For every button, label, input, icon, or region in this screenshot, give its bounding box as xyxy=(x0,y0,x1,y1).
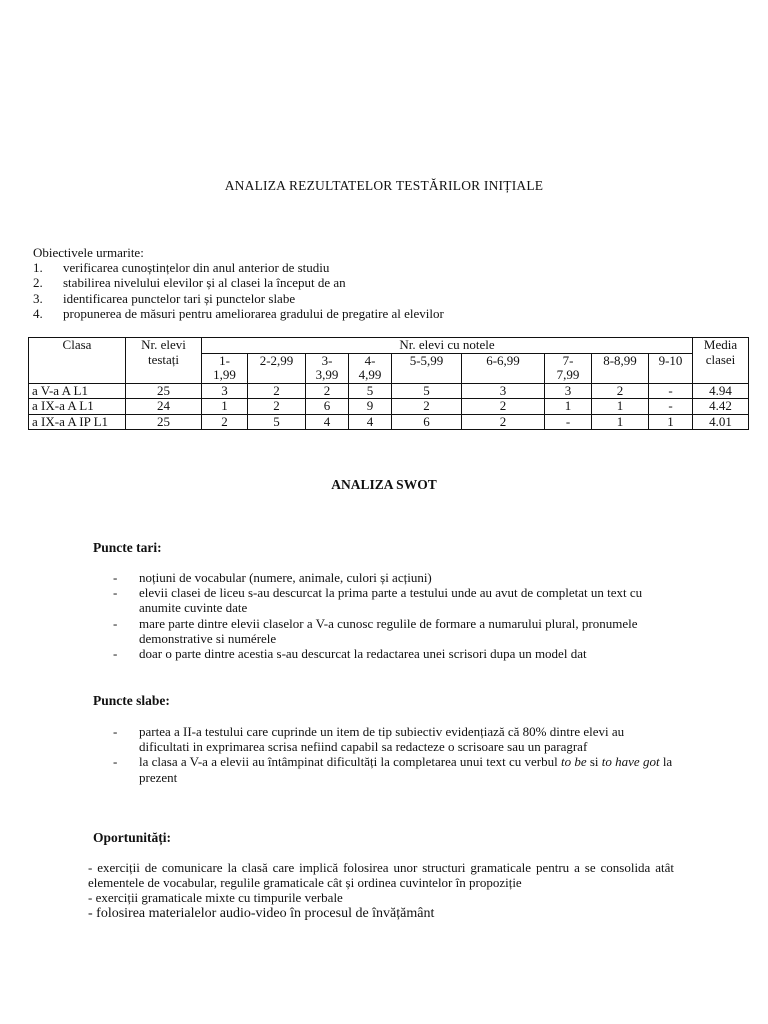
cell-grade-count: 2 xyxy=(248,399,306,415)
cell-grade-count: 3 xyxy=(462,383,545,399)
header-media: Media clasei xyxy=(693,338,749,384)
list-item: - elevii clasei de liceu s-au descurcat la prima parte a testului unde au avut de completat un text cu anumite cuvinte date xyxy=(113,585,673,615)
cell-grade-count: 2 xyxy=(306,383,349,399)
results-body xyxy=(29,383,749,430)
cell-testati: 24 xyxy=(126,399,202,415)
header-grade-range: 6-6,99 xyxy=(462,353,545,383)
cell-grade-count: 1 xyxy=(592,399,649,415)
header-grade-range: 1- 1,99 xyxy=(202,353,248,383)
cell-grade-count: 9 xyxy=(349,399,392,415)
results-table xyxy=(28,337,749,430)
header-grade-range: 9-10 xyxy=(649,353,693,383)
table-row xyxy=(29,399,749,415)
paragraph: - folosirea materialelor audio-video în procesul de învățământ xyxy=(88,905,435,921)
objective-item: 2. stabilirea nivelului elevilor și al clasei la început de an xyxy=(33,275,346,291)
header-grade-range: 5-5,99 xyxy=(392,353,462,383)
paragraph: - exerciții de comunicare la clasă care implică folosirea unor structuri gramaticale pentru a se consolida atât elementele de vocabular, regulile gramaticale cât și ordinea cuvintelor în propoziție xyxy=(88,860,674,891)
swot-title: ANALIZA SWOT xyxy=(331,477,437,492)
cell-clasa: a V-a A L1 xyxy=(29,383,126,399)
cell-grade-count: 2 xyxy=(248,383,306,399)
cell-grade-count: 2 xyxy=(392,399,462,415)
puncte-tari-heading: Puncte tari: xyxy=(93,540,162,555)
cell-grade-count: 6 xyxy=(306,399,349,415)
cell-testati: 25 xyxy=(126,414,202,430)
list-item: - mare parte dintre elevii claselor a V-a cunosc regulile de formare a numarului plural, pronumele demonstrative si numérele xyxy=(113,616,673,646)
objectives-list xyxy=(33,260,733,321)
header-clasa: Clasa xyxy=(29,338,126,384)
header-grade-range: 4- 4,99 xyxy=(349,353,392,383)
objective-item: 3. identificarea punctelor tari și punctelor slabe xyxy=(33,290,296,306)
puncte-tari-list xyxy=(113,570,673,661)
cell-grade-count: 2 xyxy=(462,414,545,430)
cell-grade-count: - xyxy=(545,414,592,430)
list-item: - la clasa a V-a a elevii au întâmpinat dificultăți la completarea unui text cu verbul to be si to have got la prezent xyxy=(113,754,673,784)
header-note-group: Nr. elevi cu notele xyxy=(202,338,693,354)
cell-grade-count: 1 xyxy=(202,399,248,415)
table-row xyxy=(29,383,749,399)
puncte-slabe-list xyxy=(113,724,673,785)
cell-media: 4.01 xyxy=(693,414,749,430)
cell-media: 4.94 xyxy=(693,383,749,399)
objective-item: 4. propunerea de măsuri pentru ameliorarea gradului de pregatire al elevilor xyxy=(33,305,444,321)
list-item: - partea a II-a testului care cuprinde un item de tip subiectiv evidențiază că 80% dintre elevi au dificultati in exprimarea scrisa nefiind capabil sa redacteze o scrisoare sau un paragraf xyxy=(113,724,673,754)
cell-grade-count: 5 xyxy=(392,383,462,399)
table-row xyxy=(29,414,749,430)
cell-grade-count: 5 xyxy=(248,414,306,430)
objectives-heading: Obiectivele urmarite: xyxy=(33,245,144,260)
oportunitati-heading: Oportunități: xyxy=(93,830,172,845)
cell-grade-count: 3 xyxy=(545,383,592,399)
header-grade-range: 3- 3,99 xyxy=(306,353,349,383)
cell-testati: 25 xyxy=(126,383,202,399)
cell-grade-count: 4 xyxy=(306,414,349,430)
header-grade-range: 8-8,99 xyxy=(592,353,649,383)
list-item: - doar o parte dintre acestia s-au descurcat la redactarea unei scrisori dupa un model dat xyxy=(113,646,673,661)
cell-grade-count: 2 xyxy=(202,414,248,430)
cell-clasa: a IX-a A L1 xyxy=(29,399,126,415)
cell-grade-count: 5 xyxy=(349,383,392,399)
header-grade-range: 7- 7,99 xyxy=(545,353,592,383)
puncte-slabe-heading: Puncte slabe: xyxy=(93,693,170,708)
cell-grade-count: 1 xyxy=(592,414,649,430)
document-title: ANALIZA REZULTATELOR TESTĂRILOR INIȚIALE xyxy=(224,178,544,193)
oportunitati-text xyxy=(88,860,674,921)
cell-media: 4.42 xyxy=(693,399,749,415)
objectives-section xyxy=(33,245,733,321)
cell-grade-count: 2 xyxy=(462,399,545,415)
cell-grade-count: - xyxy=(649,383,693,399)
cell-grade-count: 2 xyxy=(592,383,649,399)
cell-grade-count: - xyxy=(649,399,693,415)
paragraph: - exerciții gramaticale mixte cu timpurile verbale xyxy=(88,890,343,906)
cell-grade-count: 4 xyxy=(349,414,392,430)
list-item: - noțiuni de vocabular (numere, animale, culori și acțiuni) xyxy=(113,570,673,585)
cell-grade-count: 3 xyxy=(202,383,248,399)
cell-grade-count: 1 xyxy=(649,414,693,430)
cell-grade-count: 1 xyxy=(545,399,592,415)
objective-item: 1. verificarea cunoștințelor din anul anterior de studiu xyxy=(33,260,330,276)
header-testati: Nr. elevi testați xyxy=(126,338,202,384)
cell-grade-count: 6 xyxy=(392,414,462,430)
header-grade-range: 2-2,99 xyxy=(248,353,306,383)
cell-clasa: a IX-a A IP L1 xyxy=(29,414,126,430)
